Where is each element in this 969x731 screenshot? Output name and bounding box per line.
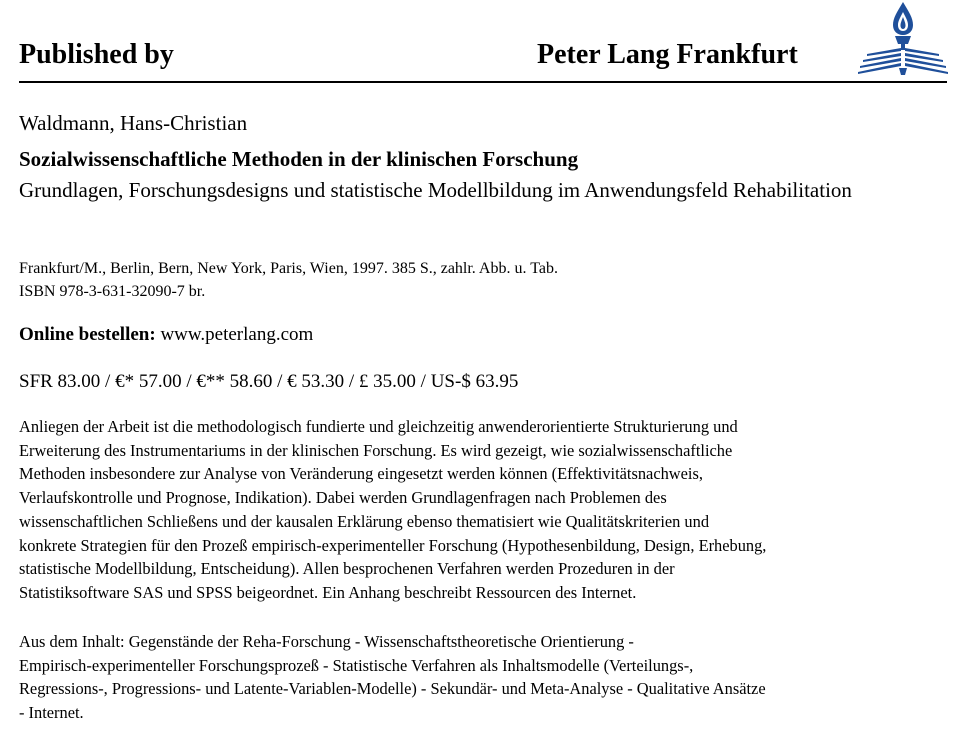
contents-line: - Internet. bbox=[19, 703, 84, 723]
order-url-link[interactable]: www.peterlang.com bbox=[160, 324, 314, 345]
header bbox=[19, 0, 949, 82]
book-abstract bbox=[19, 415, 949, 605]
book-subtitle: Grundlagen, Forschungsdesigns und statistische Modellbildung im Anwendungsfeld Rehabilitation bbox=[19, 178, 852, 202]
header-divider bbox=[19, 81, 947, 83]
book-author: Waldmann, Hans-Christian bbox=[19, 111, 248, 135]
table-of-contents bbox=[19, 630, 949, 725]
published-by-label: Published by bbox=[19, 39, 174, 70]
abstract-line: konkrete Strategien für den Prozeß empirisch-experimenteller Forschung (Hypothesenbildung, Design, Erhebung, bbox=[19, 535, 767, 555]
publisher-name: Peter Lang Frankfurt bbox=[537, 39, 798, 70]
peter-lang-book-logo-icon bbox=[857, 0, 949, 76]
contents-line: Empirisch-experimenteller Forschungsprozeß - Statistische Verfahren als Inhaltsmodelle (Verteilungs-, bbox=[19, 655, 694, 675]
contents-line: Regressions-, Progressions- und Latente-Variablen-Modelle) - Sekundär- und Meta-Analyse - Qualitative Ansätze bbox=[19, 679, 766, 699]
abstract-line: Anliegen der Arbeit ist die methodologisch fundierte und gleichzeitig anwenderorientierte Strukturierung und bbox=[19, 417, 738, 436]
abstract-line: statistische Modellbildung, Entscheidung). Allen besprochenen Verfahren werden Prozeduren in der bbox=[19, 559, 675, 579]
isbn-line: ISBN 978-3-631-32090-7 br. bbox=[19, 283, 206, 300]
abstract-line: Statistiksoftware SAS und SPSS beigeordnet. Ein Anhang beschreibt Ressourcen des Internet. bbox=[19, 582, 637, 602]
contents-line: Aus dem Inhalt: Gegenstände der Reha-Forschung - Wissenschaftstheoretische Orientierung - bbox=[19, 632, 634, 651]
price-line: SFR 83.00 / €* 57.00 / €** 58.60 / € 53.30 / £ 35.00 / US-$ 63.95 bbox=[19, 371, 519, 392]
publication-places-line: Frankfurt/M., Berlin, Bern, New York, Paris, Wien, 1997. 385 S., zahlr. Abb. u. Tab. bbox=[19, 260, 558, 277]
abstract-line: Erweiterung des Instrumentariums in der klinischen Forschung. Es wird gezeigt, wie sozialwissenschaftliche bbox=[19, 440, 733, 460]
abstract-line: Verlaufskontrolle und Prognose, Indikation). Dabei werden Grundlagenfragen nach Problemen des bbox=[19, 488, 667, 508]
order-online bbox=[19, 323, 313, 347]
abstract-line: Methoden insbesondere zur Analyse von Veränderung eingesetzt werden können (Effektivitätsnachweis, bbox=[19, 464, 703, 484]
book-title: Sozialwissenschaftliche Methoden in der klinischen Forschung bbox=[19, 147, 579, 171]
abstract-line: wissenschaftlichen Schließens und der kausalen Erklärung ebenso thematisiert wie Qualitätskriterien und bbox=[19, 511, 710, 531]
order-label: Online bestellen: bbox=[19, 324, 156, 345]
publication-details bbox=[19, 257, 558, 303]
